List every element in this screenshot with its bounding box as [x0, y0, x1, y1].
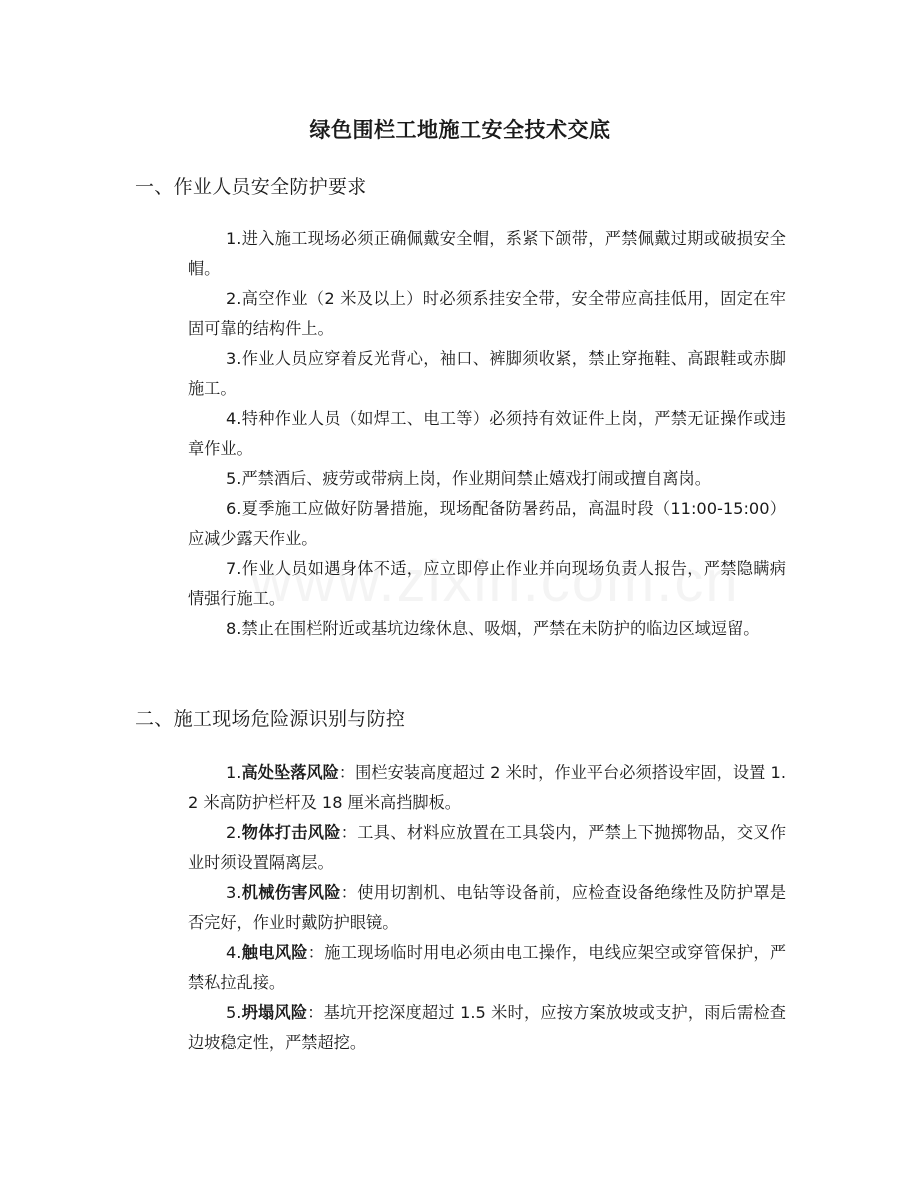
item-text: ：围栏安装高度超过 2 米时，作业平台必须搭设牢固，设置 1.2 米高防护栏杆及 18 厘米高挡脚板。: [188, 763, 786, 812]
item-text: 严禁酒后、疲劳或带病上岗，作业期间禁止嬉戏打闹或擅自离岗。: [241, 469, 711, 488]
item-number: 4.: [226, 943, 242, 962]
item-text: ：使用切割机、电钻等设备前，应检查设备绝缘性及防护罩是否完好，作业时戴防护眼镜。: [188, 883, 787, 932]
item-text: 进入施工现场必须正确佩戴安全帽，系紧下颌带，严禁佩戴过期或破损安全帽。: [188, 229, 786, 278]
item-number: 8.: [226, 619, 242, 638]
item-keyword: 物体打击风险: [241, 823, 341, 842]
item-number: 2.: [226, 289, 242, 308]
item-number: 5.: [226, 469, 242, 488]
item-number: 6.: [226, 499, 242, 518]
item-keyword: 触电风险: [241, 943, 308, 962]
list-item: [188, 998, 786, 1058]
item-number: 3.: [226, 349, 242, 368]
list-item: [188, 404, 786, 464]
section-2-list: [188, 758, 786, 1058]
list-item: [188, 344, 786, 404]
list-item: [188, 878, 786, 938]
list-item: [188, 758, 786, 818]
item-text: 作业人员如遇身体不适，应立即停止作业并向现场负责人报告，严禁隐瞒病情强行施工。: [188, 559, 786, 608]
item-text: 作业人员应穿着反光背心，袖口、裤脚须收紧，禁止穿拖鞋、高跟鞋或赤脚施工。: [188, 349, 786, 398]
item-text: ：工具、材料应放置在工具袋内，严禁上下抛掷物品，交叉作业时须设置隔离层。: [188, 823, 787, 872]
list-item: [188, 224, 786, 284]
section-heading-2: 二、施工现场危险源识别与防控: [135, 708, 406, 730]
item-number: 1.: [226, 763, 242, 782]
item-number: 7.: [226, 559, 242, 578]
list-item: [188, 818, 786, 878]
item-number: 1.: [226, 229, 242, 248]
item-number: 3.: [226, 883, 242, 902]
list-item: [188, 494, 786, 554]
list-item: [188, 614, 786, 644]
item-keyword: 坍塌风险: [241, 1003, 308, 1022]
list-item: [188, 464, 786, 494]
item-text: ：基坑开挖深度超过 1.5 米时，应按方案放坡或支护，雨后需检查边坡稳定性，严禁超挖。: [188, 1003, 786, 1052]
list-item: [188, 938, 786, 998]
document-title: 绿色围栏工地施工安全技术交底: [309, 118, 611, 142]
item-number: 4.: [226, 409, 242, 428]
item-keyword: 机械伤害风险: [241, 883, 341, 902]
item-text: 夏季施工应做好防暑措施，现场配备防暑药品，高温时段（11:00-15:00）应减少露天作业。: [188, 499, 786, 548]
item-text: 高空作业（2 米及以上）时必须系挂安全带，安全带应高挂低用，固定在牢固可靠的结构件上。: [188, 289, 786, 338]
item-text: ：施工现场临时用电必须由电工操作，电线应架空或穿管保护，严禁私拉乱接。: [188, 943, 787, 992]
item-text: 特种作业人员（如焊工、电工等）必须持有效证件上岗，严禁无证操作或违章作业。: [188, 409, 786, 458]
item-keyword: 高处坠落风险: [241, 763, 339, 782]
list-item: [188, 284, 786, 344]
list-item: [188, 554, 786, 614]
item-text: 禁止在围栏附近或基坑边缘休息、吸烟，严禁在未防护的临边区域逗留。: [241, 619, 760, 638]
section-heading-1: 一、作业人员安全防护要求: [135, 176, 367, 198]
item-number: 2.: [226, 823, 242, 842]
section-1-list: [188, 224, 786, 644]
item-number: 5.: [226, 1003, 242, 1022]
